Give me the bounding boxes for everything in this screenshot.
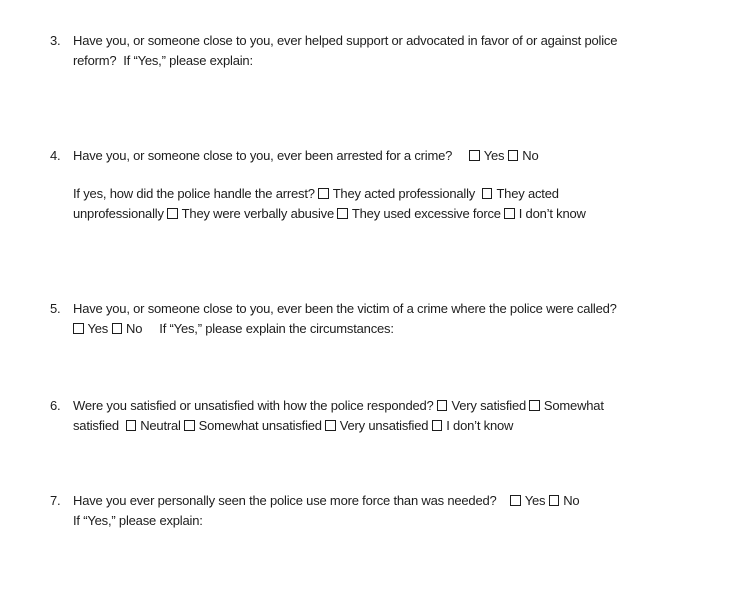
text-run: Have you, or someone close to you, ever helped support or advocated in favor of or against police: [73, 33, 618, 48]
text-run: Have you ever personally seen the police use more force than was needed?: [73, 493, 511, 508]
q6-neutral-checkbox[interactable]: [126, 420, 137, 431]
q6-somewhat-satisfied-checkbox[interactable]: [529, 400, 540, 411]
question-5-number: 5.: [50, 301, 61, 316]
text-line: [73, 184, 586, 204]
q7-no-checkbox[interactable]: [549, 495, 560, 506]
question-3: [50, 31, 617, 70]
q5-yes-checkbox[interactable]: [73, 323, 84, 334]
question-6-text: [73, 396, 604, 435]
q6-very-unsatisfied-checkbox[interactable]: [325, 420, 336, 431]
q6-very-satisfied-checkbox[interactable]: [437, 400, 448, 411]
question-4-followup-text: [73, 184, 586, 223]
q6-somewhat-unsatisfied-checkbox[interactable]: [184, 420, 195, 431]
text-run: I don’t know: [518, 205, 586, 221]
text-run: No: [563, 493, 580, 508]
text-line: [73, 396, 604, 416]
text-line: [73, 511, 579, 531]
q4-verbally-abusive-checkbox[interactable]: [167, 208, 178, 219]
text-run: I don’t know: [446, 417, 514, 433]
text-run: They were verbally abusive: [181, 205, 338, 221]
question-4-followup: [73, 184, 586, 223]
text-line: [73, 146, 538, 166]
text-run: If “Yes,” please explain:: [73, 512, 203, 528]
text-run: They acted professionally: [332, 186, 482, 201]
question-7-number: 7.: [50, 493, 61, 508]
text-run: Somewhat: [543, 398, 604, 413]
question-5: [50, 299, 617, 338]
text-run: Somewhat unsatisfied: [198, 417, 326, 433]
q4-yes-checkbox[interactable]: [469, 150, 480, 161]
q4-acted-professionally-checkbox[interactable]: [318, 188, 329, 199]
question-4-number: 4.: [50, 148, 61, 163]
text-line: [73, 319, 617, 339]
text-run: Have you, or someone close to you, ever been arrested for a crime?: [73, 148, 470, 163]
text-line: [73, 204, 586, 224]
text-run: Very satisfied: [451, 398, 530, 413]
text-run: They acted: [496, 186, 559, 201]
text-run: Have you, or someone close to you, ever been the victim of a crime where the police were called?: [73, 301, 617, 316]
question-3-number: 3.: [50, 33, 61, 48]
text-run: unprofessionally: [73, 205, 168, 221]
text-line: [73, 416, 604, 436]
text-run: No: [522, 148, 539, 163]
text-run: Yes: [483, 148, 508, 163]
text-run: They used excessive force: [351, 205, 505, 221]
question-4: [50, 146, 538, 166]
text-run: Yes: [87, 320, 112, 336]
question-7: [50, 491, 579, 530]
q4-no-checkbox[interactable]: [508, 150, 519, 161]
q4-dont-know-checkbox[interactable]: [504, 208, 515, 219]
question-5-text: [73, 299, 617, 338]
text-run: Neutral: [140, 417, 185, 433]
text-line: [73, 299, 617, 319]
q5-no-checkbox[interactable]: [112, 323, 123, 334]
text-run: Very unsatisfied: [339, 417, 432, 433]
question-4-text: [73, 146, 538, 166]
text-run: reform? If “Yes,” please explain:: [73, 52, 253, 68]
text-line: [73, 31, 617, 51]
q4-excessive-force-checkbox[interactable]: [337, 208, 348, 219]
text-run: If yes, how did the police handle the arrest?: [73, 186, 319, 201]
question-3-text: [73, 31, 617, 70]
question-6: [50, 396, 604, 435]
q4-acted-unprofessionally-checkbox[interactable]: [482, 188, 493, 199]
q7-yes-checkbox[interactable]: [510, 495, 521, 506]
text-run: Yes: [524, 493, 549, 508]
text-run: satisfied: [73, 417, 126, 433]
text-line: [73, 491, 579, 511]
text-line: [73, 51, 617, 71]
question-7-text: [73, 491, 579, 530]
question-6-number: 6.: [50, 398, 61, 413]
text-run: No If “Yes,” please explain the circumstances:: [126, 320, 394, 336]
text-run: Were you satisfied or unsatisfied with how the police responded?: [73, 398, 437, 413]
q6-dont-know-checkbox[interactable]: [432, 420, 443, 431]
